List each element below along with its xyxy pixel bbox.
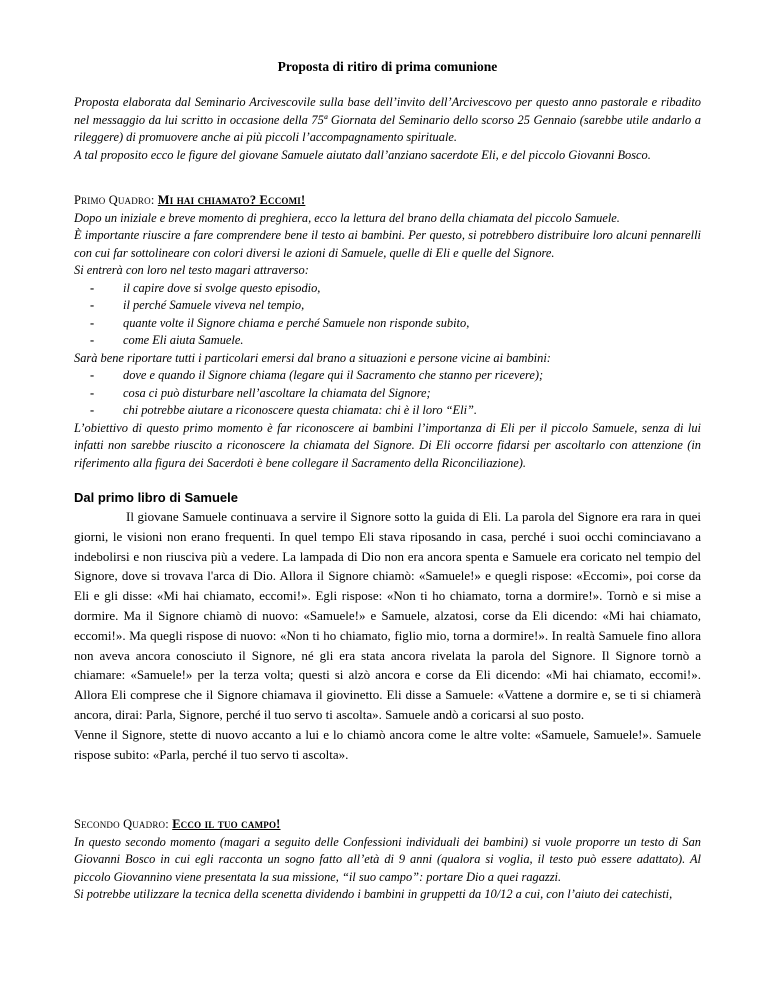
list-item: - chi potrebbe aiutare a riconoscere questa chiamata: chi è il loro “Eli”. bbox=[90, 403, 477, 417]
section-2-subtitle: Ecco il tuo campo! bbox=[172, 817, 281, 832]
section-2-body bbox=[74, 834, 701, 904]
list-item: - il perché Samuele viveva nel tempio, bbox=[90, 298, 305, 312]
section-1-label: Primo Quadro bbox=[74, 193, 151, 207]
intro-block bbox=[74, 94, 701, 164]
document-page bbox=[74, 58, 701, 904]
reading-paragraph: Il giovane Samuele continuava a servire il Signore sotto la guida di Eli. La parola del Signore era rara in quei giorni, le visioni non erano frequenti. In quel tempo Eli stava riposando in casa, perché i suoi occhi cominciavano a indebolirsi e non riusciva più a vedere. La lampada di Dio non era ancora spenta e Samuele era coricato nel tempio del Signore, dove si trovava l'arca di Dio. Allora il Signore chiamò: «Samuele!» e quegli rispose: «Eccomi», poi corse da Eli e gli disse: «Mi hai chiamato, eccomi!». Egli rispose: «Non ti ho chiamato, torna a dormire!». Tornò e si mise a dormire. Ma il Signore chiamò di nuovo: «Samuele!» e Samuele, alzatosi, corse da Eli dicendo: «Mi hai chiamato, eccomi!». Ma quegli rispose di nuovo: «Non ti ho chiamato, figlio mio, torna a dormire!». In realtà Samuele fino allora non aveva ancora conosciuto il Signore, né gli era stata ancora rivelata la parola del Signore. Il Signore tornò a chiamare: «Samuele!» per la terza volta; questi si alzò ancora e corse da Eli dicendo: «Mi hai chiamato, eccomi!». Allora Eli comprese che il Signore chiamava il giovinetto. Eli disse a Samuele: «Vattene a dormire e, se ti si chiamerà ancora, dirai: Parla, Signore, perché il tuo servo ti ascolta». Samuele andò a coricarsi al suo posto. bbox=[74, 509, 701, 722]
section-1-subtitle: Mi hai chiamato? Eccomi! bbox=[157, 193, 306, 207]
list-item: - cosa ci può disturbare nell’ascoltare la chiamata del Signore; bbox=[90, 385, 431, 400]
section-1-paragraph: Sarà bene riportare tutti i particolari emersi dal brano a situazioni e persone vicine ai bambini: bbox=[74, 350, 551, 365]
list-item: - come Eli aiuta Samuele. bbox=[90, 333, 244, 347]
section-1-paragraph: Dopo un iniziale e breve momento di preghiera, ecco la lettura del brano della chiamata del piccolo Samuele. bbox=[74, 210, 620, 225]
intro-paragraph: A tal proposito ecco le figure del giovane Samuele aiutato dall’anziano sacerdote Eli, e del piccolo Giovanni Bosco. bbox=[74, 147, 651, 162]
section-1-heading: Primo Quadro: Mi hai chiamato? Eccomi! bbox=[74, 193, 306, 207]
section-2-label: Secondo Quadro bbox=[74, 817, 166, 832]
reading-title: Dal primo libro di Samuele bbox=[74, 490, 238, 505]
questions-list bbox=[74, 280, 701, 350]
reading-paragraph: Venne il Signore, stette di nuovo accanto a lui e lo chiamò ancora come le altre volte: «Samuele, Samuele!». Samuele rispose subito: «Parla, perché il tuo servo ti ascolta». bbox=[74, 726, 701, 762]
intro-paragraph: Proposta elaborata dal Seminario Arcivescovile sulla base dell’invito dell’Arcivescovo per questo anno pastorale e ribadito nel messaggio da lui scritto in occasione della 75ª Giornata del Seminario dello scorso 25 Gennaio (sarebbe utile andarlo a rileggere) di promuovere anche ai più piccoli l’accompagnamento spirituale. bbox=[74, 95, 701, 144]
list-item: - dove e quando il Signore chiama (legare qui il Sacramento che stanno per ricevere); bbox=[90, 368, 544, 382]
section-1-closing: L’obiettivo di questo primo momento è far riconoscere ai bambini l’importanza di Eli per il piccolo Samuele, senza di lui infatti non sarebbe riuscito a riconoscere la chiamata del Signore. Di Eli occorre fidarsi per ascoltarlo con attenzione (in riferimento alla figura dei Sacerdoti è bene collegare il Sacramento della Riconciliazione). bbox=[74, 420, 701, 470]
list-item: - quante volte il Signore chiama e perché Samuele non risponde subito, bbox=[90, 315, 470, 330]
section-2-heading: Secondo Quadro: Ecco il tuo campo! bbox=[74, 817, 281, 832]
section-2-paragraph: Si potrebbe utilizzare la tecnica della scenetta dividendo i bambini in gruppetti da 10/12 a cui, con l’aiuto dei catechisti, bbox=[74, 887, 673, 902]
situations-list bbox=[74, 367, 701, 420]
list-item: - il capire dove si svolge questo episodio, bbox=[90, 280, 321, 295]
section-1-paragraph: È importante riuscire a fare comprendere bene il testo ai bambini. Per questo, si potrebbero distribuire loro alcuni pennarelli con cui far sottolineare con colori diversi le azioni di Samuele, quelle di Eli e quelle del Signore. bbox=[74, 228, 701, 260]
document-title: Proposta di ritiro di prima comunione bbox=[277, 59, 498, 74]
reading-body bbox=[74, 507, 701, 764]
section-1-paragraph: Si entrerà con loro nel testo magari attraverso: bbox=[74, 263, 309, 277]
section-2-paragraph: In questo secondo momento (magari a seguito delle Confessioni individuali dei bambini) si vuole proporre un testo di San Giovanni Bosco in cui egli racconta un sogno fatto all’età di 9 anni (qualora si voglia, il testo può essere adattato). Al piccolo Giovannino viene presentata la sua missione, “il suo campo”: portare Dio a quei ragazzi. bbox=[74, 834, 701, 884]
section-1-body bbox=[74, 210, 701, 280]
